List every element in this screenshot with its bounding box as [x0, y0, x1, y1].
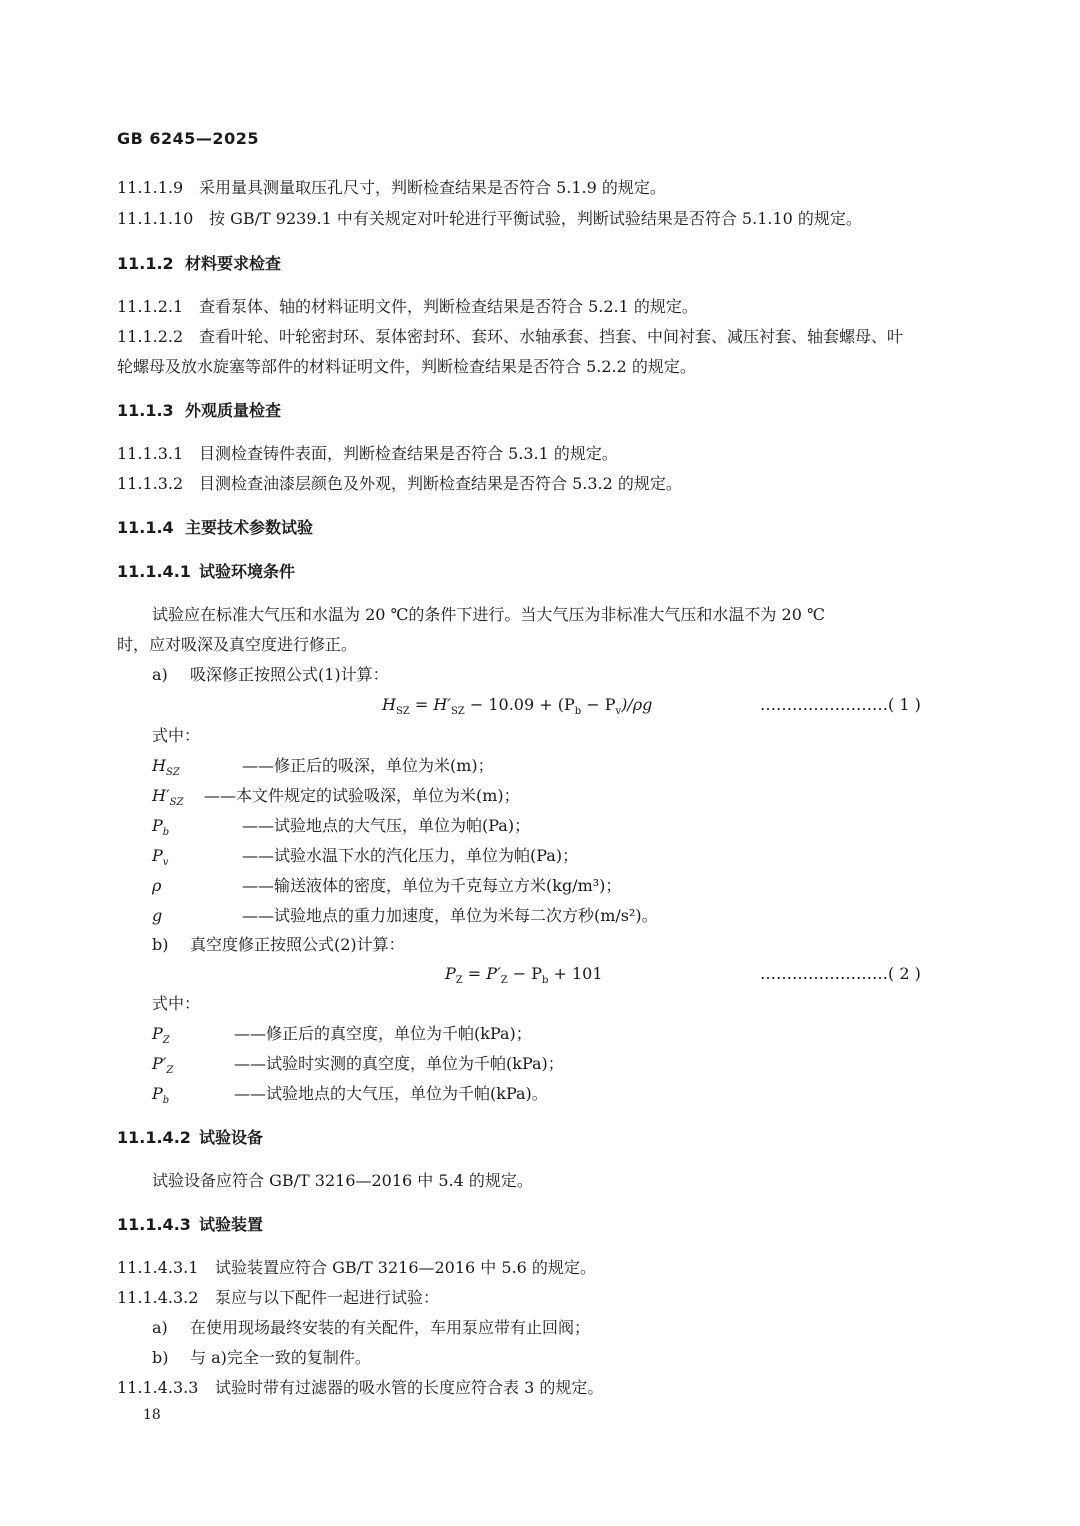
- equation-number: ( 1 ): [888, 695, 921, 714]
- eq-subscript: b: [542, 975, 549, 987]
- eq-part: = P′: [462, 964, 501, 983]
- heading-11-1-4-2: [117, 1127, 263, 1149]
- clause-text: 试验装置应符合 GB/T 3216—2016 中 5.6 的规定。: [215, 1258, 596, 1277]
- heading-11-1-4: [117, 517, 313, 539]
- paragraph-equipment: 试验设备应符合 GB/T 3216—2016 中 5.4 的规定。: [152, 1171, 533, 1190]
- list-item-b-copy: [152, 1347, 371, 1369]
- eq-part: )/ρg: [621, 695, 653, 714]
- def-symbol: P: [152, 1084, 163, 1103]
- definition-hsz: [152, 755, 494, 784]
- clause-number: 11.1.4.3.1: [117, 1258, 199, 1277]
- equation-1: [382, 694, 652, 723]
- def-symbol: H: [152, 756, 166, 775]
- list-item-a: [152, 664, 389, 686]
- list-item-b: [152, 934, 405, 956]
- heading-number: 11.1.4: [117, 518, 174, 537]
- clause-11-1-1-10: [117, 208, 862, 230]
- clause-11-1-3-2: [117, 473, 682, 495]
- list-label: b): [152, 935, 169, 954]
- eq-symbol: P: [445, 964, 456, 983]
- def-symbol: g: [152, 906, 163, 925]
- clause-11-1-2-2-cont: 轮螺母及放水旋塞等部件的材料证明文件，判断检查结果是否符合 5.2.2 的规定。: [117, 357, 696, 376]
- def-symbol: H′: [152, 786, 170, 805]
- def-subscript: Z: [162, 1035, 170, 1047]
- page-number: 18: [143, 1407, 161, 1423]
- list-label: b): [152, 1348, 169, 1367]
- clause-11-1-2-2: [117, 326, 903, 348]
- heading-number: 11.1.4.2: [117, 1128, 191, 1147]
- def-symbol: P′: [152, 1054, 167, 1073]
- equation-1-leader: [760, 694, 921, 716]
- def-text: ——试验地点的大气压，单位为帕(Pa)；: [242, 816, 531, 835]
- eq-part: − 10.09 + (P: [464, 695, 575, 714]
- eq-subscript: Z: [455, 975, 463, 987]
- def-symbol: P: [152, 816, 163, 835]
- where-label-1: 式中：: [152, 726, 201, 745]
- eq-part: = H′: [409, 695, 451, 714]
- list-item-a-accessories: [152, 1317, 590, 1339]
- definition-rho: [152, 875, 621, 897]
- clause-text: 按 GB/T 9239.1 中有关规定对叶轮进行平衡试验，判断试验结果是否符合 5.1.10 的规定。: [209, 209, 862, 228]
- list-text: 与 a)完全一致的复制件。: [190, 1348, 371, 1367]
- def-text: ——试验时实测的真空度，单位为千帕(kPa)；: [234, 1054, 564, 1073]
- heading-11-1-4-1: [117, 561, 295, 583]
- clause-11-1-2-1: [117, 296, 698, 318]
- heading-number: 11.1.4.3: [117, 1215, 191, 1234]
- def-subscript: SZ: [165, 767, 180, 779]
- eq-subscript: b: [574, 706, 582, 718]
- where-label-2: 式中：: [152, 994, 201, 1013]
- heading-text: 主要技术参数试验: [185, 518, 314, 537]
- heading-number: 11.1.2: [117, 254, 174, 273]
- heading-text: 材料要求检查: [185, 254, 282, 273]
- list-label: a): [152, 665, 168, 684]
- heading-number: 11.1.4.1: [117, 562, 191, 581]
- equation-2-leader: [760, 963, 921, 985]
- definition-hprime: [152, 785, 520, 814]
- document-header: GB 6245—2025: [117, 129, 259, 148]
- clause-number: 11.1.2.2: [117, 327, 184, 346]
- def-subscript: b: [162, 1095, 170, 1107]
- clause-number: 11.1.3.2: [117, 474, 184, 493]
- clause-number: 11.1.4.3.2: [117, 1288, 199, 1307]
- clause-text: 查看叶轮、叶轮密封环、泵体密封环、套环、水轴承套、挡套、中间衬套、减压衬套、轴套螺母、叶: [199, 327, 904, 346]
- definition-pb-kpa: [152, 1083, 548, 1112]
- clause-number: 11.1.1.9: [117, 178, 184, 197]
- def-subscript: Z: [166, 1065, 174, 1077]
- clause-11-1-4-3-3: [117, 1377, 603, 1399]
- definition-pprime-z: [152, 1053, 564, 1082]
- def-text: ——试验地点的重力加速度，单位为米每二次方秒(m/s²)。: [242, 906, 658, 925]
- def-text: ——本文件规定的试验吸深，单位为米(m)；: [204, 786, 520, 805]
- heading-11-1-4-3: [117, 1214, 263, 1236]
- clause-number: 11.1.3.1: [117, 444, 184, 463]
- eq-subscript: Z: [500, 975, 508, 987]
- clause-text: 采用量具测量取压孔尺寸，判断检查结果是否符合 5.1.9 的规定。: [199, 178, 666, 197]
- eq-subscript: v: [615, 706, 622, 718]
- def-text: ——修正后的真空度，单位为千帕(kPa)；: [234, 1024, 532, 1043]
- def-symbol: P: [152, 1024, 163, 1043]
- def-subscript: v: [162, 857, 169, 869]
- def-text: ——试验水温下水的汽化压力，单位为帕(Pa)；: [242, 846, 579, 865]
- eq-subscript: SZ: [395, 706, 410, 718]
- eq-part: − P: [581, 695, 616, 714]
- clause-11-1-4-3-1: [117, 1257, 596, 1279]
- def-subscript: SZ: [169, 797, 184, 809]
- eq-subscript: SZ: [450, 706, 465, 718]
- heading-text: 试验装置: [199, 1215, 264, 1234]
- eq-symbol: H: [382, 695, 396, 714]
- clause-number: 11.1.2.1: [117, 297, 184, 316]
- clause-number: 11.1.1.10: [117, 209, 194, 228]
- leader-dots: ……………………: [760, 695, 888, 714]
- clause-11-1-4-3-2: [117, 1287, 439, 1309]
- def-text: ——修正后的吸深，单位为米(m)；: [242, 756, 494, 775]
- definition-pz: [152, 1023, 532, 1052]
- heading-text: 试验设备: [199, 1128, 264, 1147]
- clause-text: 查看泵体、轴的材料证明文件，判断检查结果是否符合 5.2.1 的规定。: [199, 297, 698, 316]
- paragraph-environment-cont: 时，应对吸深及真空度进行修正。: [117, 635, 358, 654]
- equation-number: ( 2 ): [888, 964, 921, 983]
- heading-11-1-3: [117, 400, 281, 422]
- list-label: a): [152, 1318, 168, 1337]
- equation-2: [445, 963, 603, 992]
- clause-text: 目测检查铸件表面，判断检查结果是否符合 5.3.1 的规定。: [199, 444, 618, 463]
- definition-pb: [152, 815, 530, 844]
- def-text: ——试验地点的大气压，单位为千帕(kPa)。: [234, 1084, 548, 1103]
- heading-text: 试验环境条件: [199, 562, 296, 581]
- list-text: 真空度修正按照公式(2)计算：: [190, 935, 405, 954]
- list-text: 在使用现场最终安装的有关配件，车用泵应带有止回阀；: [190, 1318, 591, 1337]
- heading-11-1-2: [117, 253, 281, 275]
- clause-11-1-3-1: [117, 443, 618, 465]
- clause-text: 泵应与以下配件一起进行试验：: [215, 1288, 440, 1307]
- heading-number: 11.1.3: [117, 401, 174, 420]
- def-subscript: b: [162, 827, 170, 839]
- heading-text: 外观质量检查: [185, 401, 282, 420]
- paragraph-environment: 试验应在标准大气压和水温为 20 ℃的条件下进行。当大气压为非标准大气压和水温不为 20 ℃: [152, 605, 825, 624]
- list-text: 吸深修正按照公式(1)计算：: [190, 665, 389, 684]
- clause-number: 11.1.4.3.3: [117, 1378, 199, 1397]
- eq-part: + 101: [548, 964, 603, 983]
- definition-pv: [152, 845, 578, 874]
- clause-text: 目测检查油漆层颜色及外观，判断检查结果是否符合 5.3.2 的规定。: [199, 474, 682, 493]
- def-text: ——输送液体的密度，单位为千克每立方米(kg/m³)；: [242, 876, 622, 895]
- definition-g: [152, 905, 658, 927]
- eq-part: − P: [507, 964, 542, 983]
- leader-dots: ……………………: [760, 964, 888, 983]
- clause-text: 试验时带有过滤器的吸水管的长度应符合表 3 的规定。: [215, 1378, 604, 1397]
- def-symbol: P: [152, 846, 163, 865]
- def-symbol: ρ: [152, 876, 162, 895]
- clause-11-1-1-9: [117, 177, 666, 199]
